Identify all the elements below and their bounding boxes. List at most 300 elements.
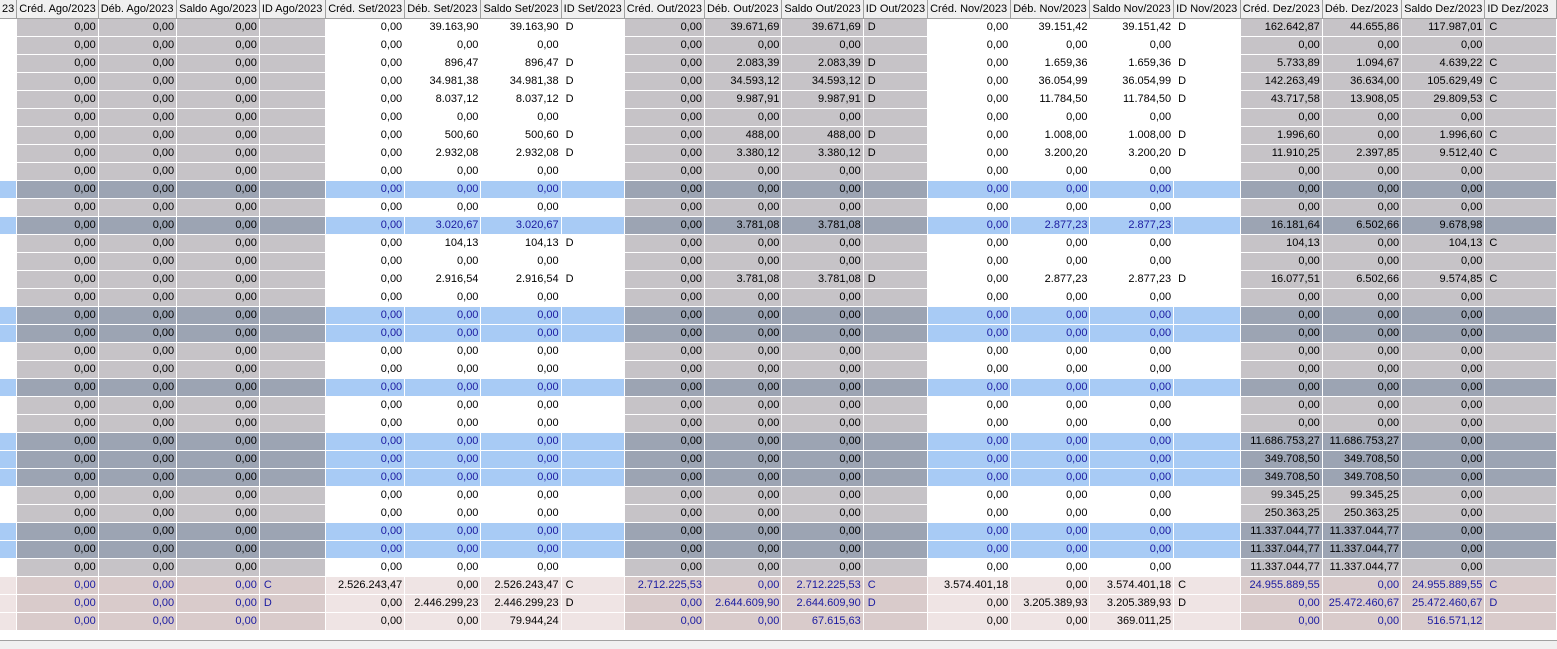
table-cell[interactable]: 0,00: [1322, 360, 1401, 378]
table-cell[interactable]: 0,00: [481, 378, 561, 396]
table-row[interactable]: [0, 108, 1557, 126]
table-cell[interactable]: D: [561, 90, 624, 108]
table-cell[interactable]: 488,00: [782, 126, 863, 144]
table-cell[interactable]: 3.574.401,18: [1090, 576, 1174, 594]
table-cell[interactable]: 0,00: [405, 288, 481, 306]
table-cell[interactable]: 0,00: [177, 234, 260, 252]
table-cell[interactable]: 0,00: [1402, 162, 1485, 180]
table-cell[interactable]: D: [863, 594, 927, 612]
table-cell[interactable]: 0,00: [98, 54, 176, 72]
row-indicator-cell[interactable]: [0, 252, 17, 270]
table-cell[interactable]: 0,00: [405, 486, 481, 504]
table-cell[interactable]: 0,00: [1011, 396, 1090, 414]
table-cell[interactable]: [561, 432, 624, 450]
table-cell[interactable]: 0,00: [326, 558, 405, 576]
table-cell[interactable]: 0,00: [98, 540, 176, 558]
table-cell[interactable]: 0,00: [17, 234, 98, 252]
table-cell[interactable]: 99.345,25: [1240, 486, 1322, 504]
table-cell[interactable]: [1174, 414, 1241, 432]
table-row[interactable]: [0, 540, 1557, 558]
table-cell[interactable]: 0,00: [1090, 522, 1174, 540]
table-cell[interactable]: [863, 306, 927, 324]
table-cell[interactable]: 3.205.389,93: [1011, 594, 1090, 612]
table-cell[interactable]: 0,00: [1090, 252, 1174, 270]
table-cell[interactable]: 0,00: [98, 558, 176, 576]
table-cell[interactable]: [259, 468, 325, 486]
table-cell[interactable]: 488,00: [704, 126, 781, 144]
table-cell[interactable]: 2.877,23: [1011, 216, 1090, 234]
table-cell[interactable]: 0,00: [1011, 612, 1090, 630]
table-cell[interactable]: 0,00: [928, 144, 1011, 162]
table-cell[interactable]: 0,00: [782, 414, 863, 432]
table-cell[interactable]: 0,00: [177, 252, 260, 270]
table-cell[interactable]: 11.337.044,77: [1322, 540, 1401, 558]
table-cell[interactable]: 0,00: [1402, 522, 1485, 540]
table-cell[interactable]: [863, 522, 927, 540]
table-cell[interactable]: D: [863, 90, 927, 108]
table-cell[interactable]: 0,00: [1090, 558, 1174, 576]
table-cell[interactable]: 104,13: [1240, 234, 1322, 252]
table-row[interactable]: [0, 270, 1557, 288]
row-indicator-cell[interactable]: [0, 468, 17, 486]
table-row[interactable]: [0, 90, 1557, 108]
table-cell[interactable]: 0,00: [782, 486, 863, 504]
table-cell[interactable]: 0,00: [326, 216, 405, 234]
table-row[interactable]: [0, 558, 1557, 576]
table-cell[interactable]: [863, 360, 927, 378]
table-cell[interactable]: 0,00: [17, 306, 98, 324]
table-cell[interactable]: [1485, 540, 1557, 558]
table-cell[interactable]: 0,00: [624, 108, 704, 126]
table-cell[interactable]: [259, 342, 325, 360]
table-cell[interactable]: 16.077,51: [1240, 270, 1322, 288]
table-cell[interactable]: 0,00: [782, 504, 863, 522]
table-cell[interactable]: 0,00: [405, 378, 481, 396]
table-cell[interactable]: 0,00: [928, 486, 1011, 504]
table-cell[interactable]: 0,00: [405, 36, 481, 54]
table-cell[interactable]: [863, 540, 927, 558]
table-cell[interactable]: [1174, 306, 1241, 324]
table-cell[interactable]: 2.877,23: [1011, 270, 1090, 288]
table-cell[interactable]: 2.932,08: [481, 144, 561, 162]
table-cell[interactable]: 11.686.753,27: [1322, 432, 1401, 450]
table-cell[interactable]: D: [1174, 72, 1241, 90]
table-cell[interactable]: 0,00: [1402, 360, 1485, 378]
table-cell[interactable]: C: [561, 576, 624, 594]
table-cell[interactable]: [259, 90, 325, 108]
table-cell[interactable]: 0,00: [1090, 234, 1174, 252]
table-cell[interactable]: 34.593,12: [704, 72, 781, 90]
table-cell[interactable]: [1485, 288, 1557, 306]
table-row[interactable]: [0, 288, 1557, 306]
table-cell[interactable]: 6.502,66: [1322, 216, 1401, 234]
table-cell[interactable]: 0,00: [1240, 288, 1322, 306]
table-cell[interactable]: 0,00: [624, 252, 704, 270]
table-cell[interactable]: 44.655,86: [1322, 18, 1401, 36]
table-cell[interactable]: 0,00: [98, 234, 176, 252]
table-cell[interactable]: [259, 144, 325, 162]
table-cell[interactable]: 0,00: [405, 558, 481, 576]
table-cell[interactable]: [1174, 36, 1241, 54]
table-cell[interactable]: 349.708,50: [1240, 468, 1322, 486]
table-cell[interactable]: 0,00: [177, 144, 260, 162]
table-cell[interactable]: 0,00: [326, 522, 405, 540]
table-cell[interactable]: [259, 216, 325, 234]
table-cell[interactable]: 0,00: [624, 360, 704, 378]
table-cell[interactable]: [1485, 522, 1557, 540]
table-cell[interactable]: [1174, 558, 1241, 576]
table-cell[interactable]: [1174, 378, 1241, 396]
table-cell[interactable]: 0,00: [98, 180, 176, 198]
table-cell[interactable]: 0,00: [177, 270, 260, 288]
table-cell[interactable]: 0,00: [98, 414, 176, 432]
table-row[interactable]: [0, 252, 1557, 270]
table-cell[interactable]: [1485, 558, 1557, 576]
table-cell[interactable]: 0,00: [1402, 450, 1485, 468]
table-cell[interactable]: 0,00: [1011, 486, 1090, 504]
table-cell[interactable]: D: [561, 72, 624, 90]
table-cell[interactable]: 2.877,23: [1090, 270, 1174, 288]
table-cell[interactable]: 0,00: [704, 306, 781, 324]
table-cell[interactable]: 0,00: [1011, 432, 1090, 450]
table-cell[interactable]: D: [1485, 594, 1557, 612]
table-cell[interactable]: 0,00: [326, 594, 405, 612]
table-cell[interactable]: D: [863, 54, 927, 72]
table-cell[interactable]: [1485, 198, 1557, 216]
row-indicator-cell[interactable]: [0, 54, 17, 72]
table-cell[interactable]: 0,00: [624, 162, 704, 180]
table-cell[interactable]: 349.708,50: [1322, 450, 1401, 468]
table-cell[interactable]: 0,00: [624, 324, 704, 342]
table-cell[interactable]: [863, 252, 927, 270]
table-cell[interactable]: 34.593,12: [782, 72, 863, 90]
table-cell[interactable]: 0,00: [17, 612, 98, 630]
row-indicator-cell[interactable]: [0, 576, 17, 594]
table-cell[interactable]: 0,00: [326, 126, 405, 144]
column-header[interactable]: Créd. Nov/2023: [928, 0, 1011, 18]
table-cell[interactable]: 0,00: [1011, 36, 1090, 54]
table-cell[interactable]: 0,00: [704, 288, 781, 306]
table-cell[interactable]: 0,00: [17, 468, 98, 486]
row-indicator-cell[interactable]: [0, 324, 17, 342]
table-cell[interactable]: [1485, 252, 1557, 270]
table-cell[interactable]: [863, 378, 927, 396]
column-header[interactable]: Créd. Dez/2023: [1240, 0, 1322, 18]
table-cell[interactable]: 0,00: [782, 234, 863, 252]
table-cell[interactable]: [863, 504, 927, 522]
table-cell[interactable]: 0,00: [928, 324, 1011, 342]
table-cell[interactable]: 0,00: [1402, 396, 1485, 414]
table-cell[interactable]: [259, 18, 325, 36]
table-row[interactable]: [0, 576, 1557, 594]
table-cell[interactable]: 2.083,39: [782, 54, 863, 72]
table-cell[interactable]: 1.996,60: [1240, 126, 1322, 144]
table-cell[interactable]: 0,00: [1402, 288, 1485, 306]
table-cell[interactable]: 0,00: [177, 162, 260, 180]
table-cell[interactable]: 0,00: [326, 36, 405, 54]
table-cell[interactable]: 0,00: [17, 522, 98, 540]
table-cell[interactable]: 0,00: [177, 504, 260, 522]
table-cell[interactable]: 0,00: [624, 414, 704, 432]
table-cell[interactable]: D: [259, 594, 325, 612]
table-cell[interactable]: [1174, 468, 1241, 486]
table-cell[interactable]: 369.011,25: [1090, 612, 1174, 630]
table-cell[interactable]: 0,00: [98, 486, 176, 504]
table-cell[interactable]: 0,00: [177, 342, 260, 360]
table-cell[interactable]: 0,00: [17, 18, 98, 36]
table-cell[interactable]: 39.671,69: [782, 18, 863, 36]
table-cell[interactable]: 0,00: [326, 180, 405, 198]
table-cell[interactable]: 349.708,50: [1322, 468, 1401, 486]
table-cell[interactable]: 0,00: [481, 288, 561, 306]
table-cell[interactable]: [1485, 342, 1557, 360]
table-cell[interactable]: 0,00: [928, 432, 1011, 450]
table-cell[interactable]: 0,00: [928, 612, 1011, 630]
table-cell[interactable]: [1174, 396, 1241, 414]
table-cell[interactable]: 0,00: [624, 18, 704, 36]
table-cell[interactable]: [561, 396, 624, 414]
table-cell[interactable]: 11.337.044,77: [1240, 522, 1322, 540]
table-cell[interactable]: 0,00: [98, 612, 176, 630]
table-cell[interactable]: 0,00: [177, 486, 260, 504]
table-cell[interactable]: 0,00: [481, 252, 561, 270]
table-cell[interactable]: 0,00: [177, 558, 260, 576]
table-cell[interactable]: 0,00: [782, 288, 863, 306]
table-cell[interactable]: 0,00: [177, 378, 260, 396]
table-cell[interactable]: [259, 378, 325, 396]
table-cell[interactable]: 0,00: [704, 450, 781, 468]
table-row[interactable]: [0, 612, 1557, 630]
table-cell[interactable]: 0,00: [1240, 252, 1322, 270]
table-cell[interactable]: 3.020,67: [405, 216, 481, 234]
column-header[interactable]: Saldo Set/2023: [481, 0, 561, 18]
table-cell[interactable]: 0,00: [624, 342, 704, 360]
table-cell[interactable]: [259, 54, 325, 72]
table-cell[interactable]: [561, 108, 624, 126]
table-cell[interactable]: [1485, 216, 1557, 234]
row-indicator-cell[interactable]: [0, 540, 17, 558]
table-cell[interactable]: 0,00: [704, 108, 781, 126]
table-cell[interactable]: 104,13: [405, 234, 481, 252]
table-cell[interactable]: 99.345,25: [1322, 486, 1401, 504]
table-cell[interactable]: 0,00: [1011, 162, 1090, 180]
table-cell[interactable]: 39.151,42: [1011, 18, 1090, 36]
table-cell[interactable]: 3.380,12: [782, 144, 863, 162]
row-indicator-cell[interactable]: [0, 270, 17, 288]
table-cell[interactable]: 25.472.460,67: [1322, 594, 1401, 612]
table-cell[interactable]: 0,00: [928, 234, 1011, 252]
table-cell[interactable]: [1174, 324, 1241, 342]
table-cell[interactable]: 0,00: [1240, 162, 1322, 180]
table-cell[interactable]: 0,00: [1240, 360, 1322, 378]
table-cell[interactable]: 1.659,36: [1090, 54, 1174, 72]
row-indicator-cell[interactable]: [0, 288, 17, 306]
table-cell[interactable]: [1174, 216, 1241, 234]
table-cell[interactable]: 0,00: [1322, 180, 1401, 198]
row-indicator-cell[interactable]: [0, 450, 17, 468]
table-cell[interactable]: 0,00: [928, 54, 1011, 72]
table-cell[interactable]: [561, 162, 624, 180]
table-cell[interactable]: 0,00: [624, 270, 704, 288]
row-indicator-cell[interactable]: [0, 486, 17, 504]
table-cell[interactable]: 0,00: [1011, 342, 1090, 360]
table-row[interactable]: [0, 396, 1557, 414]
table-cell[interactable]: 0,00: [177, 576, 260, 594]
table-cell[interactable]: 0,00: [405, 396, 481, 414]
row-indicator-cell[interactable]: [0, 504, 17, 522]
table-cell[interactable]: 2.446.299,23: [481, 594, 561, 612]
table-cell[interactable]: 0,00: [1402, 486, 1485, 504]
table-cell[interactable]: 3.781,08: [704, 270, 781, 288]
table-cell[interactable]: 0,00: [98, 450, 176, 468]
table-cell[interactable]: [561, 522, 624, 540]
table-cell[interactable]: 11.337.044,77: [1322, 558, 1401, 576]
row-indicator-cell[interactable]: [0, 198, 17, 216]
table-cell[interactable]: 0,00: [481, 504, 561, 522]
table-cell[interactable]: [561, 198, 624, 216]
table-cell[interactable]: 9.512,40: [1402, 144, 1485, 162]
table-cell[interactable]: 0,00: [1322, 612, 1401, 630]
table-cell[interactable]: C: [1485, 18, 1557, 36]
table-cell[interactable]: 0,00: [1322, 234, 1401, 252]
table-cell[interactable]: 349.708,50: [1240, 450, 1322, 468]
table-cell[interactable]: 0,00: [17, 198, 98, 216]
table-cell[interactable]: [561, 450, 624, 468]
table-cell[interactable]: [1174, 504, 1241, 522]
table-cell[interactable]: 0,00: [782, 522, 863, 540]
table-cell[interactable]: [561, 468, 624, 486]
table-cell[interactable]: 0,00: [1090, 504, 1174, 522]
table-cell[interactable]: 11.784,50: [1090, 90, 1174, 108]
table-cell[interactable]: 162.642,87: [1240, 18, 1322, 36]
table-cell[interactable]: 0,00: [1090, 486, 1174, 504]
table-cell[interactable]: 0,00: [98, 198, 176, 216]
table-cell[interactable]: [561, 36, 624, 54]
table-cell[interactable]: 39.163,90: [405, 18, 481, 36]
table-cell[interactable]: 0,00: [782, 360, 863, 378]
table-cell[interactable]: 0,00: [17, 90, 98, 108]
table-cell[interactable]: [259, 486, 325, 504]
table-cell[interactable]: 0,00: [1090, 540, 1174, 558]
table-cell[interactable]: 0,00: [326, 342, 405, 360]
table-cell[interactable]: 0,00: [1322, 108, 1401, 126]
row-indicator-cell[interactable]: [0, 36, 17, 54]
table-cell[interactable]: 11.337.044,77: [1322, 522, 1401, 540]
table-cell[interactable]: [1485, 306, 1557, 324]
table-cell[interactable]: 0,00: [326, 144, 405, 162]
table-cell[interactable]: 9.987,91: [704, 90, 781, 108]
table-cell[interactable]: 0,00: [177, 180, 260, 198]
table-cell[interactable]: [863, 324, 927, 342]
table-cell[interactable]: [863, 198, 927, 216]
table-cell[interactable]: 0,00: [17, 216, 98, 234]
table-cell[interactable]: 0,00: [1322, 306, 1401, 324]
table-cell[interactable]: C: [1485, 54, 1557, 72]
row-indicator-cell[interactable]: [0, 360, 17, 378]
table-cell[interactable]: 2.526.243,47: [326, 576, 405, 594]
table-cell[interactable]: [863, 414, 927, 432]
table-cell[interactable]: 896,47: [405, 54, 481, 72]
table-cell[interactable]: 2.526.243,47: [481, 576, 561, 594]
table-cell[interactable]: 0,00: [1090, 162, 1174, 180]
row-indicator-cell[interactable]: [0, 72, 17, 90]
table-cell[interactable]: [259, 540, 325, 558]
table-cell[interactable]: 9.678,98: [1402, 216, 1485, 234]
table-cell[interactable]: 0,00: [326, 486, 405, 504]
row-indicator-cell[interactable]: [0, 162, 17, 180]
table-cell[interactable]: 0,00: [1402, 252, 1485, 270]
table-cell[interactable]: 0,00: [177, 126, 260, 144]
table-cell[interactable]: 0,00: [1090, 324, 1174, 342]
table-cell[interactable]: 0,00: [1090, 198, 1174, 216]
table-cell[interactable]: 105.629,49: [1402, 72, 1485, 90]
table-cell[interactable]: 0,00: [405, 162, 481, 180]
table-cell[interactable]: 0,00: [1322, 396, 1401, 414]
table-cell[interactable]: [1174, 450, 1241, 468]
table-cell[interactable]: 0,00: [177, 594, 260, 612]
table-row[interactable]: [0, 414, 1557, 432]
table-cell[interactable]: 104,13: [1402, 234, 1485, 252]
table-cell[interactable]: 0,00: [326, 324, 405, 342]
table-cell[interactable]: 0,00: [704, 522, 781, 540]
table-cell[interactable]: 0,00: [481, 108, 561, 126]
table-cell[interactable]: 1.008,00: [1011, 126, 1090, 144]
table-cell[interactable]: D: [1174, 18, 1241, 36]
table-cell[interactable]: [1485, 180, 1557, 198]
table-cell[interactable]: [259, 126, 325, 144]
table-cell[interactable]: 0,00: [481, 450, 561, 468]
table-cell[interactable]: 0,00: [1240, 306, 1322, 324]
table-cell[interactable]: 0,00: [326, 540, 405, 558]
table-cell[interactable]: D: [561, 126, 624, 144]
table-cell[interactable]: 0,00: [1090, 342, 1174, 360]
table-cell[interactable]: 0,00: [704, 396, 781, 414]
table-cell[interactable]: [561, 324, 624, 342]
table-cell[interactable]: 0,00: [405, 180, 481, 198]
table-cell[interactable]: [1485, 612, 1557, 630]
table-cell[interactable]: C: [259, 576, 325, 594]
table-cell[interactable]: 0,00: [704, 378, 781, 396]
table-cell[interactable]: 0,00: [17, 162, 98, 180]
table-cell[interactable]: [561, 540, 624, 558]
table-row[interactable]: [0, 162, 1557, 180]
table-cell[interactable]: 2.712.225,53: [624, 576, 704, 594]
table-cell[interactable]: 0,00: [98, 594, 176, 612]
table-cell[interactable]: 0,00: [98, 432, 176, 450]
column-header[interactable]: Saldo Out/2023: [782, 0, 863, 18]
column-header[interactable]: Créd. Ago/2023: [17, 0, 98, 18]
table-cell[interactable]: 0,00: [98, 144, 176, 162]
table-cell[interactable]: 8.037,12: [481, 90, 561, 108]
table-cell[interactable]: 0,00: [326, 90, 405, 108]
table-cell[interactable]: 0,00: [481, 342, 561, 360]
table-cell[interactable]: 0,00: [17, 450, 98, 468]
row-indicator-cell[interactable]: [0, 342, 17, 360]
table-cell[interactable]: 0,00: [177, 36, 260, 54]
table-cell[interactable]: 0,00: [1402, 558, 1485, 576]
table-cell[interactable]: 0,00: [782, 252, 863, 270]
column-header[interactable]: Déb. Dez/2023: [1322, 0, 1401, 18]
table-row[interactable]: [0, 378, 1557, 396]
table-cell[interactable]: 13.908,05: [1322, 90, 1401, 108]
table-cell[interactable]: 0,00: [177, 306, 260, 324]
table-cell[interactable]: 0,00: [1090, 36, 1174, 54]
table-cell[interactable]: 0,00: [1402, 432, 1485, 450]
table-cell[interactable]: 0,00: [928, 414, 1011, 432]
table-cell[interactable]: [259, 288, 325, 306]
table-cell[interactable]: 0,00: [17, 36, 98, 54]
table-cell[interactable]: [259, 522, 325, 540]
